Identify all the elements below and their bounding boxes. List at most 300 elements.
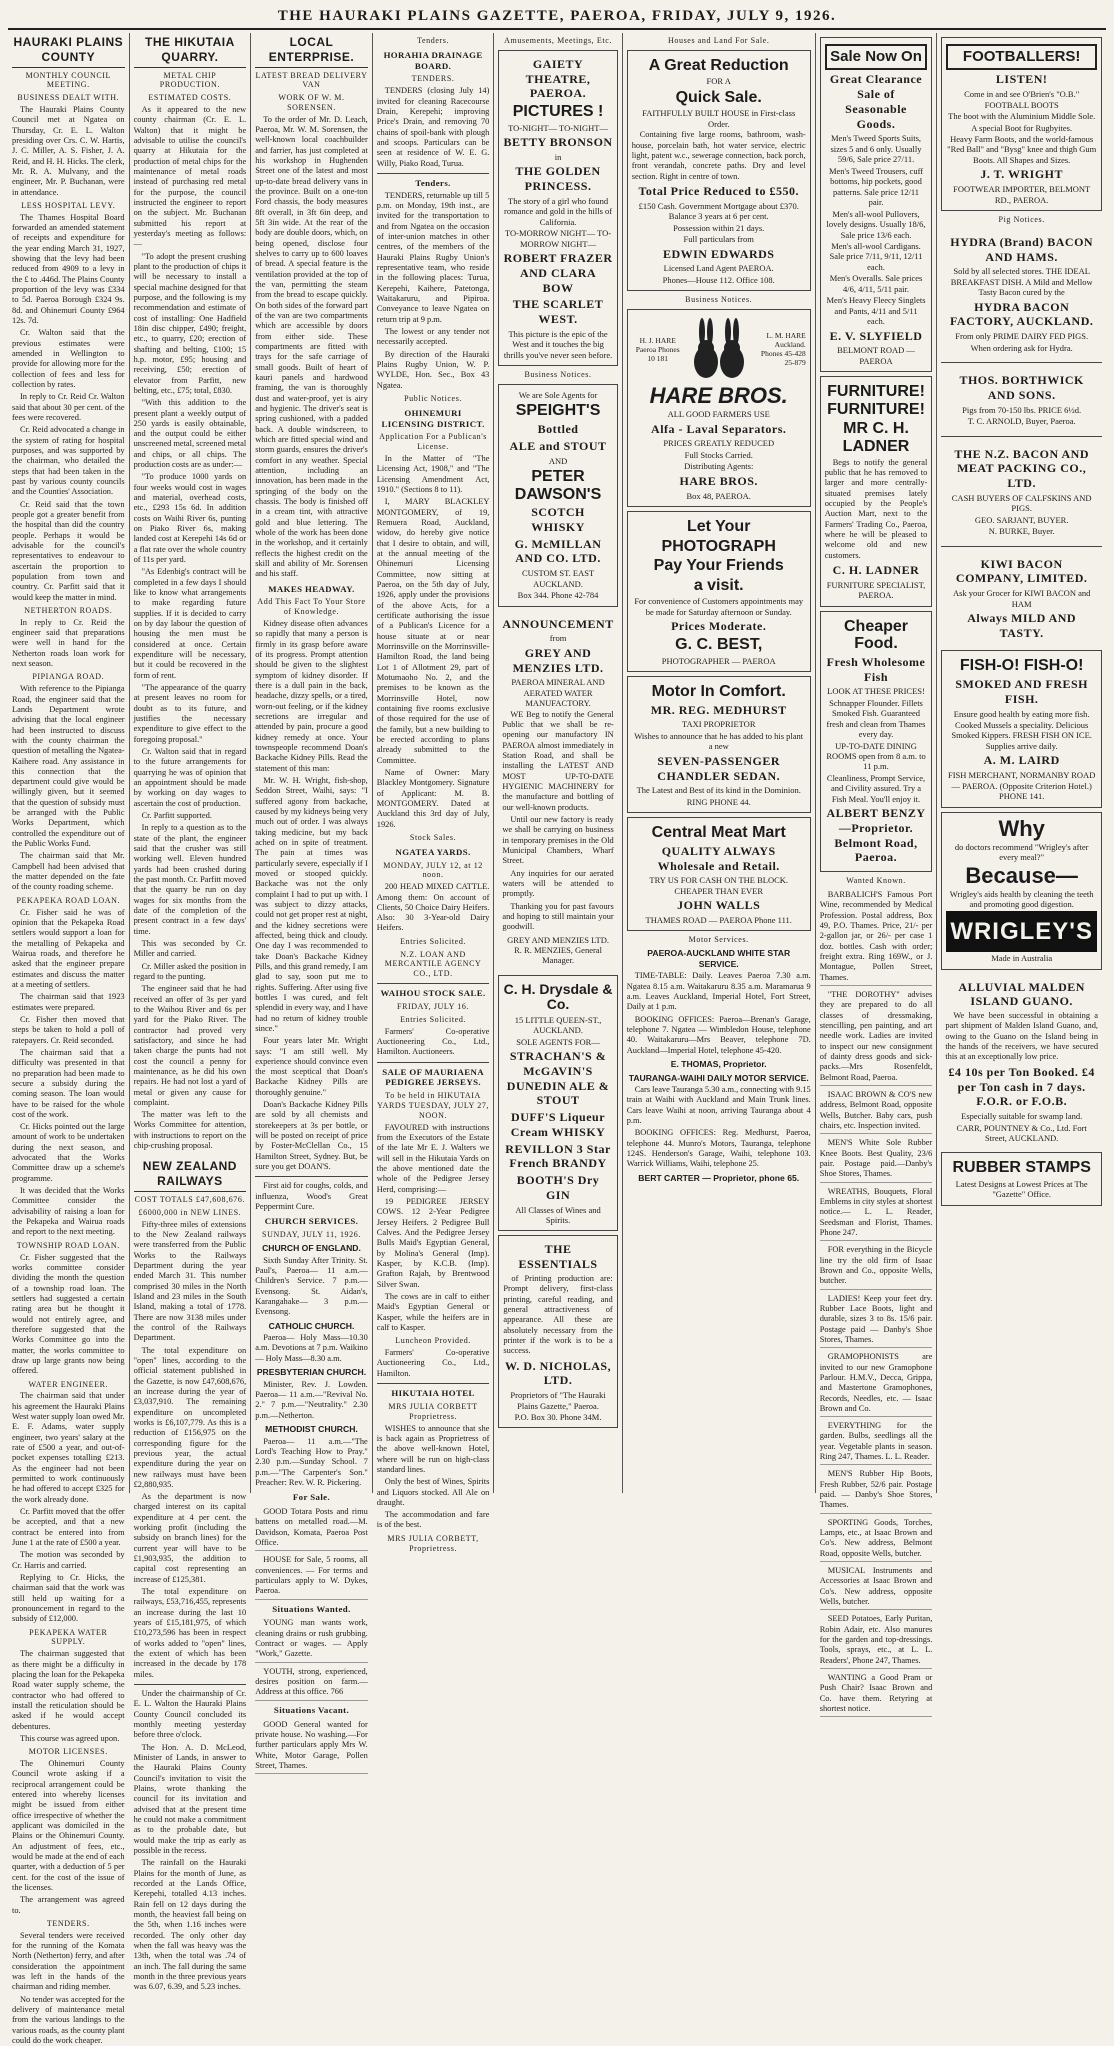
column-6	[623, 33, 816, 1493]
ad-text: PRICES GREATLY REDUCED	[663, 438, 775, 449]
ad-text: FAITHFULLY BUILT HOUSE in First-class Order.	[642, 108, 796, 129]
paragraph: I, MARY BLACKLEY MONTGOMERY, of 19, Remuera Road, Auckland, widow, do hereby give notice that I desire to obtain, and will, at the annual meeting of the Ohinemuri Licensing Committee, now sitting at Paeroa, on the 5th day of July, 1926, apply under the provisions of the above Acts, for a certificate authorising the issue of a Publican's Licence for a house situate at or near Morrinsville on the Morrinsville-Hamilton Road, the land being Lot 1 of Allotment 29, part of Motumaoho No. 2, and the premises to be known as the Morrinsville Hotel, now containing five rooms exclusive of those required for the use of the family, but a new building to be erected according to plans already submitted to the Committee.	[376, 497, 490, 765]
article-subheading: BUSINESS DEALT WITH.	[17, 93, 120, 103]
paragraph: TENDERS (closing July 14) invited for cleaning Racecourse Drain, Kerepehi; improving Price's Drain, and removing 70 chains of spoil-bank with plough and scoops. Particulars can be seen at residence of W. E. G. Willy, Piako Road, Turua.	[376, 86, 490, 168]
ad-text: MR. REG. MEDHURST	[650, 702, 787, 717]
divider	[941, 546, 1102, 547]
ad-headline: MR C. H. LADNER	[842, 420, 910, 456]
ad-text: T. C. ARNOLD, Buyer, Paeroa.	[967, 416, 1076, 427]
article-subheading: MONTHLY COUNCIL MEETING.	[25, 70, 112, 90]
drysdale-ad	[498, 975, 617, 1232]
notice-subheading: Application For a Publican's License.	[379, 432, 487, 452]
paragraph: As the department is now charged interest on its capital expenditure at 4 per cent. the working profit (including the subsidy on branch lines) for the current year will have to be £1,903,935, the addition to capital cost representing an increase of £125,381.	[133, 1492, 247, 1584]
ad-text: Distributing Agents:	[684, 461, 754, 472]
ad-text: £4 10s per Ton Booked. £4 per Ton cash in 7 days. F.O.R. or F.O.B.	[948, 1064, 1095, 1109]
section-subheading: PEKAPEKA WATER SUPPLY.	[29, 1627, 108, 1647]
ad-text: QUALITY ALWAYS Wholesale and Retail.	[657, 843, 780, 873]
notice-subheading: N.Z. LOAN AND MERCANTILE AGENCY CO., LTD.	[384, 949, 482, 979]
column-2	[130, 33, 252, 1992]
ad-text: HYDRA (Brand) BACON AND HAMS.	[950, 234, 1094, 264]
article-heading: HAURAKI PLAINS COUNTY	[12, 35, 125, 68]
ad-text: Alfa - Laval Separators.	[651, 421, 787, 436]
church-name: METHODIST CHURCH.	[265, 1424, 358, 1435]
ad-headline: Why	[998, 815, 1045, 841]
paragraph: The chairman said that 1923 estimates were prepared.	[12, 992, 125, 1012]
paragraph: Kidney disease often advances so rapidly that many a person is firmly in its grasp before aware of its progress. Prompt attention should be given to the slightest symptom of kidney disorder. If there is a dull pain in the back, headache, dizzy spells, or a tired, worn-out feeling, or if the kidney secretions are irregular and attended by pain, procure a good kidney remedy at once. Your townspeople recommend Doan's Backache Kidney Pills. Read the statement of this man:	[255, 619, 368, 773]
ad-text: LOOK AT THESE PRICES!	[827, 686, 925, 697]
article-subheading: COST TOTALS £47,608,676.	[134, 1194, 246, 1204]
ad-title: GAIETY THEATRE, PAEROA.	[525, 56, 591, 101]
classified-ad: FOR everything in the Bicycle line try the old firm of Isaac Brown and Co., opposite Wells, butcher.	[820, 1243, 933, 1289]
ad-text: Possession within 21 days.	[673, 222, 765, 233]
notice-subheading: MONDAY, JULY 12, at 12 noon.	[383, 860, 483, 880]
ad-text: Always MILD AND TASTY.	[967, 610, 1077, 640]
paragraph: Name of Owner: Mary Blackley Montgomery. Signature of Applicant: M. B. MONTGOMERY. Dated at Auckland this 3rd day of July, 1926.	[376, 767, 490, 829]
paragraph: The matter was left to the Works Committee for attention, with instructions to report on the chip-crushing proposal.	[133, 1110, 247, 1151]
ad-text: All Classes of Wines and Spirits.	[515, 1204, 601, 1225]
ad-text: CUSTOM ST. EAST AUCKLAND.	[521, 568, 595, 589]
wrigleys-ad	[941, 812, 1102, 970]
section-heading: CHURCH SERVICES.	[264, 1216, 359, 1227]
paragraph: The total expenditure on railways, £53,716,455, represents an increase during the last 10 years of £15,181,975, of which £10,273,596 has been in respect of works added to "open" lines, the extent of which has been increased in the decade by 178 miles.	[133, 1587, 247, 1679]
paragraph: First aid for coughs, colds, and influenza, Wood's Great Peppermint Cure.	[255, 1181, 368, 1212]
ad-text: Licensed Land Agent PAEROA.	[663, 263, 774, 274]
paragraph: Cr. Parfitt moved that the offer be accepted, and that a new contract be entered into from June 1 at the rate of £500 a year.	[12, 1506, 125, 1547]
ad-text: LISTEN!	[995, 72, 1048, 87]
gaiety-theatre-ad	[498, 50, 617, 366]
ad-text: ALBERT BENZY—Proprietor. Belmont Road, Paeroa.	[826, 806, 926, 865]
central-meat-mart-ad	[627, 817, 811, 931]
ad-text: Men's Tweed Sports Suits, sizes 5 and 6 only. Usually 59/6, Sale price 27/11.	[830, 133, 922, 165]
ad-text: Prices Moderate.	[671, 619, 767, 634]
masthead: THE HAURAKI PLAINS GAZETTE, PAEROA, FRIDAY, JULY 9, 1926.	[8, 4, 1106, 30]
ad-text: Any inquiries for our aerated waters will be attended to promptly.	[502, 868, 614, 899]
classified-ad: GRAMOPHONISTS are invited to our new Gramophone Parlour. H.M.V., Decca, Grippa, and Mastertone Gramophones, Records, Needles, etc. — Isaac Brown and Co.	[820, 1350, 933, 1417]
ad-text: Heavy Farm Boots, and the world-famous "Red Ball" and "Bysg" knee and thigh Gum Boots. All Shapes and Sizes.	[947, 134, 1097, 165]
paragraph: The chairman said that a difficulty was presented in that no preparation had been made to secure a subsidy during the coming season. The loan would have to be raised for the whole cost of the work.	[12, 1047, 125, 1119]
divider	[941, 362, 1102, 363]
column-4	[373, 33, 495, 1553]
paragraph: By direction of the Hauraki Plains Rugby Union, W. P. WYLDE, Hon. Sec., Box 43 Ngatea.	[376, 349, 490, 390]
paragraph: "To produce 1000 yards on four weeks would cost in wages and material, overhead costs, etc., £293 15s 6d. In addition costs on Waihi River 6s, punting on Piako River 6s, making landed cost at Kerepehi 14s 6d or a flat rate over the whole country of 11s per yard.	[133, 472, 247, 565]
article-subheading: METAL CHIP PRODUCTION.	[159, 70, 220, 90]
section-subheading: TOWNSHIP ROAD LOAN.	[16, 1240, 120, 1250]
hare-logo-icon	[684, 314, 754, 384]
ad-text: GEO. SARJANT, BUYER.	[974, 514, 1069, 525]
church-times: Paeroa— Holy Mass—10.30 a.m. Devotions at 7 p.m. Waikino— Holy Mass—8.30 a.m.	[255, 1333, 368, 1363]
article-heading: NEW ZEALAND RAILWAYS	[134, 1159, 247, 1192]
ad-text: FOR A	[706, 76, 731, 87]
ad-text: of Printing production are: Prompt delivery, first-class printing, careful reading, and general attractiveness of appearance. All these are absolutely necessary from the printer if the work is to be a success.	[503, 1273, 613, 1356]
section-label: Motor Services.	[688, 935, 749, 945]
ad-text: We have been successful in obtaining a part shipment of Malden Island Guano, and, owing to the Guano on the Island being in the hands of the receivers, we have secured this at an exceptionally low price.	[945, 1011, 1099, 1062]
section-subheading: TENDERS.	[46, 1918, 90, 1928]
wrigleys-logo: WRIGLEY'S	[946, 911, 1097, 953]
section-label: Tenders.	[417, 36, 450, 45]
ad-text: The Latest and Best of its kind in the Dominion.	[636, 785, 801, 796]
ad-text: Begs to notify the general public that he has removed to larger and more centrally-situated premises lately occupied by the People's Auction Mart, next to the Farmers' Trading Co., Paeroa, where he will be pleased to welcome old and new customers.	[824, 457, 928, 560]
borthwick-ad	[941, 367, 1102, 431]
notice-subheading: TENDERS.	[411, 74, 455, 84]
ad-text: do doctors recommend "Wrigley's after every meal?"	[954, 841, 1089, 863]
ad-text: G. McMILLAN AND CO. LTD.	[514, 536, 602, 566]
paragraph: Under the chairmanship of Cr. E. L. Walton the Hauraki Plains County Council concluded its monthly meeting yesterday before three o'clock.	[133, 1689, 247, 1740]
ad-text: Total Price Reduced to £550.	[638, 184, 799, 199]
column-7	[816, 33, 938, 1714]
notice-subheading: Luncheon Provided.	[395, 1336, 471, 1346]
classified-ad: SEED Potatoes, Early Puritan, Robin Adair, etc. Also manures for the garden and top-dressings. Tools, sprays, etc., at L. L. Readers', Phone 247, Thames.	[820, 1612, 933, 1669]
classified-ad: YOUNG man wants work, cleaning drains or rush grubbing. Contract or wages. — Apply "Work," Gazette.	[255, 1616, 368, 1662]
paragraph: Cr. Walton said that the previous estimates were amended in Wellington to provide for allowing more for the collection of fees and less for collection by rates.	[12, 328, 125, 390]
photograph-ad	[627, 511, 811, 672]
ad-text: KIWI BACON COMPANY, LIMITED.	[955, 556, 1088, 586]
section-subheading: WATER ENGINEER.	[28, 1379, 109, 1389]
ad-text: Box 344. Phone 42-784	[517, 590, 599, 601]
church-name: CHURCH OF ENGLAND.	[262, 1243, 361, 1254]
ad-text: Men's Tweed Trousers, cuff bottoms, hip pockets, good patterns. Sale price 12/11 pair.	[828, 165, 924, 208]
notice-heading: NGATEA YARDS.	[395, 846, 471, 857]
ad-text: HYDRA BACON FACTORY, AUCKLAND.	[949, 299, 1094, 329]
sale-now-on-ad	[820, 37, 933, 372]
notice-subheading: MRS JULIA CORBETT, Proprietress.	[387, 1533, 479, 1553]
ad-text: TRY US FOR CASH ON THE BLOCK. CHEAPER THAN EVER	[649, 875, 789, 896]
paragraph: Farmers' Co-operative Auctioneering Co., Ltd., Hamilton. Auctioneers.	[376, 1026, 490, 1057]
paragraph: Cr. Hicks pointed out the large amount of work to be undertaken during the next season, and advocated that the Works Committee draw up a scheme's programme.	[12, 1122, 125, 1183]
ad-text: Ask your Grocer for KIWI BACON and HAM	[952, 588, 1091, 609]
classified-ad: GOOD General wanted for private house. No washing.—For further particulars apply Mrs W. White, Motor Garage, Pollen Street, Thames.	[255, 1718, 368, 1775]
classified-ad: WANTING a Good Pram or Push Chair? Isaac Brown and Co. have them. Retyring at shortest notice.	[820, 1671, 933, 1717]
paragraph: The chairman said that Mr. Campbell had been advised that the matter depended on the fate of the county roading scheme.	[12, 851, 125, 892]
essentials-ad	[498, 1235, 617, 1428]
ad-text: HARE BROS.	[679, 473, 758, 488]
paragraph: Cr. Fisher then moved that steps be taken to hold a poll of ratepayers. Cr. Reid seconded.	[12, 1014, 125, 1045]
ad-text: Come in and see O'Brien's "O.B." FOOTBALL BOOTS	[964, 89, 1080, 110]
ad-text: SEVEN-PASSENGER CHANDLER SEDAN.	[657, 753, 781, 783]
ad-text: ALL GOOD FARMERS USE	[667, 409, 770, 420]
ad-text: THE N.Z. BACON AND MEAT PACKING CO., LTD.	[954, 446, 1090, 491]
section-subheading: MOTOR LICENSES.	[28, 1747, 108, 1757]
notice-subheading: FRIDAY, JULY 16.	[397, 1001, 470, 1011]
ad-headline: Let Your	[687, 518, 751, 536]
ad-text: SMOKED AND FRESH FISH.	[955, 677, 1089, 706]
ad-text: Men's Overalls. Sale prices 4/6, 4/11, 5/11 pair.	[829, 273, 923, 294]
paragraph: The chairman said that under his agreement the Hauraki Plains West water supply loan owed Mr. E. F. Adams, water supply engineer, two years' salary at the rate of £500 a year, and out-of-pocket expenses totalling £213. As the engineer had not been permitted to work continuously he had offered to accept £325 for the work already done.	[12, 1391, 125, 1504]
column-3	[251, 33, 373, 1770]
ad-text: ALE and STOUT	[509, 438, 607, 453]
paragraph: With reference to the Pipianga Road, the engineer said that the Lands Department wrote advising that the local engineer had been instructed to discuss with the county chairman the question of metalling the Ngatea-Kaihere road. Any assistance in this connection that the department could give would be willingly given, but it seemed that the question of subsidy must be arranged with the Public Works Department, which controlled the expenditure out of the Public Works Fund.	[12, 684, 125, 849]
ad-headline: G. C. BEST,	[675, 636, 763, 654]
ad-text: Proprietors of "The Hauraki Plains Gazette," Paeroa.	[510, 1390, 606, 1411]
church-times: Paeroa— 11 a.m.—"The Lord's Teaching How to Pray." 2.30 p.m.—Sunday School. 7 p.m.—"The Carpenter's Son." Preacher: Rev. W. R. Pickering.	[255, 1436, 368, 1487]
motor-comfort-ad	[627, 676, 811, 813]
notice-heading: TAURANGA-WAIHI DAILY MOTOR SERVICE.	[628, 1072, 809, 1083]
ad-text: £150 Cash. Government Mortgage about £370. Balance 3 years at 6 per cent.	[638, 200, 799, 222]
section-label: Business Notices.	[685, 295, 753, 305]
church-name: PRESBYTERIAN CHURCH.	[256, 1367, 367, 1378]
section-label: Houses and Land For Sale.	[668, 36, 770, 45]
paragraph: As it appeared to the new county chairman (Cr. E. L. Walton) that it might be advisable to utilise the council's quarry at Hikutaia for the production of metal chips for the maintenance of metal roads instead of purchasing red metal for the purpose, the council instructed the engineer to report on the subject. Mr. Buchanan submitted his report at yesterday's meeting as follows:—	[133, 104, 247, 249]
church-name: CATHOLIC CHURCH.	[268, 1320, 355, 1331]
ad-text: UP-TO-DATE DINING ROOMS open from 8 a.m. to 11 p.m.	[826, 740, 926, 772]
ad-text: C. H. LADNER	[832, 562, 920, 577]
ad-text: SOLE AGENTS FOR—	[516, 1036, 600, 1047]
paragraph: The lowest or any tender not necessarily accepted.	[376, 326, 490, 347]
ad-text: A special Boot for Rugbyites.	[971, 122, 1073, 133]
paragraph: TIME-TABLE: Daily. Leaves Paeroa 7.30 a.m. Ngatea 8.15 a.m. Waitakaruru 8.35 a.m. Maramarua 9 a.m. Leaves Auckland, Imperial Hotel, Fort Street, Daily at 1 p.m.	[626, 971, 811, 1012]
church-times: Sixth Sunday After Trinity. St. Paul's, Paeroa— 11 a.m.—Children's Service. 7 p.m.—Evensong. St. Aidan's, Karangahake— 3 p.m.—Evensong.	[255, 1255, 368, 1317]
ad-text: L. M. HARE Auckland. Phones 45-428 25-879	[760, 331, 806, 368]
ad-headline: Sale Now On	[825, 44, 928, 70]
ad-text: EDWIN EDWARDS	[662, 246, 775, 261]
paragraph: 19 PEDIGREE JERSEY COWS. 12 2-Year Pedigree Jersey Heifers. 2 Pedigree Bull Calves. And the Pedigree Jersey Bulls Maid's Egyptian General, by Molina's General (Imp). Kasper, by K.C.B. (Imp). Grafton Rajah, by Brentwood Silver Swan.	[376, 1196, 490, 1289]
ad-text: BETTY BRONSON	[503, 135, 613, 150]
ad-text: Schnapper Flounder. Fillets Smoked Fish. Guaranteed fresh and clean from Thames every day.	[826, 697, 926, 740]
nz-bacon-ad	[941, 441, 1102, 542]
section-heading: Situations Vacant.	[273, 1704, 350, 1715]
article-heading: THE HIKUTAIA QUARRY.	[134, 35, 247, 68]
ad-text: For convenience of Customers appointments may be made for Saturday afternoon or Sunday.	[634, 596, 804, 617]
paragraph: In reply to Cr. Reid the engineer said that preparations were well in hand for the Netherton roads loan work for next season.	[12, 617, 125, 669]
paragraph: Cr. Fisher said he was of opinion that the Pekapeka Road settlers would support a loan for the metalling of Pekapeka and Wairua roads, and therefore he asked that the engineer prepare estimates and discuss the matter at a meeting of settlers.	[12, 907, 125, 989]
article-heading: MAKES HEADWAY.	[268, 583, 355, 594]
ad-text: JOHN WALLS	[677, 898, 761, 913]
paragraph: FAVOURED with instructions from the Executors of the Estate of the late Mr E. J. Walters we will sell in the Hikutaia Yards on the above mentioned date the whole of the Pedigree Jersey Herd, comprising:—	[376, 1122, 490, 1194]
announcement-ad	[498, 611, 617, 971]
section-label: Business Notices.	[524, 370, 592, 380]
paragraph: 200 HEAD MIXED CATTLE. Among them: On account of Clients, 50 Choice Dairy Heifers. Also: 30 3-Year-old Dairy Heifers.	[376, 882, 490, 933]
paragraph: Several tenders were received for the running of the Komata North (Netherton) ferry, and after consideration the appointment was left in the hands of the chairman and riding member.	[12, 1930, 125, 1992]
notice-heading: PAEROA-AUCKLAND WHITE STAR SERVICE.	[647, 948, 791, 969]
ad-text: W. D. NICHOLAS, LTD.	[505, 1358, 612, 1388]
ad-text: Wrigley's aids health by cleaning the teeth and promoting good digestion.	[949, 888, 1094, 910]
ad-text: Thanking you for past favours and hoping to still maintain your goodwill.	[502, 901, 614, 932]
paragraph: The Hon. A. D. McLeod, Minister of Lands, in answer to the Hauraki Plains County Council's invitation to visit the Plains, wrote thanking the council for its invitation and advised that at the present time he could not make a commitment as to the probable date, but would make the trip as early as possible in the recess.	[133, 1742, 247, 1855]
ad-title: THE ESSENTIALS	[518, 1242, 598, 1272]
ad-text: Pigs from 70-150 lbs. PRICE 6½d.	[962, 404, 1082, 415]
classified-ad: HOUSE for Sale, 5 rooms, all conveniences. — For terms and particulars apply to W. Dykes, Paeroa.	[255, 1553, 368, 1599]
paragraph: The accommodation and fare is of the best.	[376, 1510, 490, 1530]
ad-text: GREY AND MENZIES LTD.	[512, 645, 604, 675]
paragraph: "With this addition to the present plant a weekly output of 250 yards is easily obtainable, and the output could be either unscreened metal, screened metal and chips, or all chips. The production costs are as under:—	[133, 398, 247, 470]
paragraph: Cr. Walton said that in regard to the future arrangements for quarrying he was of opinion that an appointment should be made by working on day wages to ascertain the cost of production.	[133, 747, 247, 808]
divider	[377, 1062, 490, 1063]
divider	[134, 1684, 247, 1685]
ad-text: GREY AND MENZIES LTD. R. R. MENZIES, General Manager.	[507, 934, 609, 966]
ad-headline: Cheaper Food.	[844, 617, 909, 653]
divider	[377, 983, 490, 984]
section-label: Amusements, Meetings, Etc.	[504, 36, 612, 45]
ad-text: Sold by all selected stores. THE IDEAL BREAKFAST DISH. A Mild and Mellow Tasty Bacon cured by the	[950, 266, 1093, 298]
paragraph: No tender was accepted for the delivery of maintenance metal from the various landings to the various roads, as the county plant could do the work cheaper.	[12, 1994, 125, 2046]
paragraph: This course was agreed upon.	[20, 1733, 120, 1743]
column-5	[494, 33, 622, 1493]
section-subheading: NETHERTON ROADS.	[24, 605, 113, 615]
paragraph: In the Matter of "The Licensing Act, 1908," and "The Licensing Amendment Act, 1910." (Sections 8 to 11).	[376, 454, 490, 495]
classified-ad: MEN'S White Sole Rubber Knee Boots. Best Quality, 23/6 pair. Postage paid.—Danby's Shoe Stores, Thames.	[820, 1136, 933, 1182]
article-heading: LOCAL ENTERPRISE.	[255, 35, 368, 68]
section-label: Pig Notices.	[998, 215, 1045, 225]
ad-text: SCOTCH WHISKY	[531, 505, 585, 534]
article-subheading: LATEST BREAD DELIVERY VAN	[255, 70, 368, 90]
newspaper-page	[8, 4, 1106, 2046]
classified-ad: BARBALICH'S Famous Port Wine, recommended by Medical Profession. Postal address, Box 49, P.O. Thames. Price, 21/- per 2-gallon jar, or 26/- per case 1 doz. bottles. Cash with order; freight extra. Ring 169W., or J. Montague, Pollen Street, Thames.	[820, 888, 933, 986]
paragraph: The Ohinemuri County Council wrote asking if a reciprocal arrangement could be entered into whereby licenses might be issued from either office irrespective of whether the applicant was domiciled in the Plains or the Ohinemuri County. An adjustment of fees, etc., would be made at the end of each quarter, with a deduction of 5 per cent. for the cost of the issue of the licenses.	[12, 1759, 125, 1892]
ad-text: WE Beg to notify the General Public that we shall be re-opening our manufactory IN PAEROA almost immediately in Station Road, and shall be installing the LATEST AND MOST UP-TO-DATE HYGIENIC MACHINERY for the manufacture and bottling of our well-known products.	[502, 709, 614, 812]
cheaper-food-ad	[820, 611, 933, 873]
section-subheading: LESS HOSPITAL LEVY.	[21, 200, 116, 210]
classified-ad: GOOD Totara Posts and rimu battens on metalled road.—M. Davidson, Komata, Paeroa Post Office.	[255, 1505, 368, 1551]
furniture-ad	[820, 376, 933, 606]
ad-text: BOOTH'S Dry GIN	[516, 1173, 600, 1202]
paragraph: TENDERS, returnable up till 5 p.m. on Monday, 19th inst., are invited for the transportation to and from Ngatea on the occasion of inter-union matches in other centres, of the members of the Hauraki Plains Rugby Union's representative team, who reside in the following places: Turua, Kerepehi, Kaihere, Patetonga, Waitakaruru, and Pipiroa. Conveyance to leave Ngatea on return trip at 9 p.m.	[376, 190, 490, 324]
ad-text: THE GOLDEN PRINCESS.	[515, 164, 601, 194]
paragraph: Replying to Cr. Hicks, the chairman said that the work was still held up waiting for a pronouncement in regard to the subsidy of £12,000.	[12, 1572, 125, 1624]
ad-text: When ordering ask for Hydra.	[970, 342, 1073, 353]
classified-ad: ISAAC BROWN & CO'S new address, Belmont Road, opposite Wells, Butcher. Baby cars, push chairs, etc. Inspection invited.	[820, 1088, 933, 1134]
ad-headline: Because—	[965, 862, 1078, 888]
classified-ad: LADIES! Keep your feet dry. Rubber Lace Boots, light and durable, sizes 3 to 8s. 15/6 pair. Postage paid — Danby's Shoe Stores, Thames.	[820, 1292, 933, 1349]
paragraph: "To adopt the present crushing plant to the production of chips it will be necessary to install a special machine designed for that purpose, and the following is my recommendation and estimate of cost of installing: One Hadfield 18in disc chipper, £490; freight, etc., to quarry, £20; erection of shafting and belting, £100; 15 h.p. motor, £95; housing and receiving, £50; erection of elevator from Parfitt, new belting, etc., £75; total, £830.	[133, 251, 247, 395]
notice-subheading: To be held in HIKUTAIA YARDS TUESDAY, JULY 27, NOON.	[377, 1091, 490, 1120]
article-subheading: ESTIMATED COSTS.	[148, 93, 232, 103]
classified-ad: YOUTH, strong, experienced, desires position on farm.—Address at this office. 766	[255, 1665, 368, 1701]
paragraph: Farmers' Co-operative Auctioneering Co., Ltd., Hamilton.	[376, 1348, 490, 1378]
ad-text: THOS. BORTHWICK AND SONS.	[959, 373, 1084, 402]
ad-text: Ensure good health by eating more fish.	[953, 708, 1090, 719]
notice-heading: WAIHOU STOCK SALE.	[380, 988, 486, 999]
notice-subheading: MRS JULIA CORBETT Proprietress.	[388, 1401, 478, 1421]
paragraph: Doan's Backache Kidney Pills are sold by all chemists and storekeepers at 3s per bottle, or will be posted on receipt of price by Foster-McClellan Co., 15 Hamilton Street, Sydney. But, be sure you get DOAN'S.	[255, 1100, 368, 1172]
ad-text: REVILLON 3 Star French BRANDY	[505, 1141, 611, 1171]
paragraph: BOOKING OFFICES: Reg. Medhurst, Paeroa, telephone 44. Munro's Motors, Tauranga, telephone 124S. Henderson's Garage, Waihi, telephone 103. Warrick Williams, Waihi, telephone 25.	[626, 1128, 811, 1169]
ad-headline: Pay Your Friends	[653, 557, 784, 575]
paragraph: The motion was seconded by Cr. Harris and carried.	[12, 1550, 125, 1570]
ad-text: We are Sole Agents for	[518, 390, 598, 401]
footballers-ad	[941, 37, 1102, 211]
ad-text: Men's all-wool Pullovers, lovely designs. Usually 18/6, Sale price 13/6 each.	[826, 208, 926, 240]
paragraph: The Hauraki Plains County Council met at Ngatea on Thursday, Cr. E. L. Walton presiding over Crs. C. W. Hartis, J. C. Miller, A. S. Fisher, J. A. Reid, and H. H. Hicks. The clerk, Mr. R. A. Mulvany, and the engineer, Mr. P. Buchanan, were in attendance.	[12, 104, 125, 197]
columns	[8, 33, 1106, 2046]
paragraph: Cr. Parfitt supported.	[141, 810, 212, 820]
ad-headline: Central Meat Mart	[651, 824, 786, 842]
ad-text: Made in Australia	[991, 953, 1053, 964]
ad-headline: FURNITURE! FURNITURE!	[827, 383, 925, 418]
ad-headline: A Great Reduction	[648, 56, 789, 74]
paragraph: Cr. Reid said that the town people got a greater benefit from the hospital than did the country people. Perhaps it would be advisable for the council's representatives to endeavour to ascertain the proportion to population from town and country. Cr. Parfitt said that it would keep the matter in mind.	[12, 499, 125, 602]
ad-text: from	[549, 633, 567, 644]
notice-subheading: Entries Solicited.	[400, 1014, 467, 1024]
ad-headline: RUBBER STAMPS	[952, 1159, 1091, 1177]
ad-text: Full Stocks Carried.	[684, 449, 753, 460]
section-label: Public Notices.	[404, 393, 463, 403]
ad-text: From only PRIME DAIRY FED PIGS.	[955, 331, 1089, 342]
church-times: Minister, Rev. J. Lowden. Paeroa— 11 a.m.—"Revival No. 2." 7 p.m.—"Neutrality." 2.30 p.m.—Netherton.	[255, 1379, 368, 1420]
notice-subheading: E. THOMAS, Proprietor.	[670, 1058, 767, 1069]
ad-text: Until our new factory is ready we shall be carrying on business in temporary premises in the Old Municipal Chambers, Wharf Street.	[502, 814, 614, 866]
ad-text: The story of a girl who found romance and gold in the hills of California.	[503, 195, 613, 227]
divider	[941, 436, 1102, 437]
ad-text: THAMES ROAD — PAEROA Phone 111.	[645, 914, 792, 925]
ad-headline: Quick Sale.	[675, 88, 762, 106]
paragraph: This was seconded by Cr. Miller and carried.	[133, 938, 247, 959]
ad-title: ANNOUNCEMENT	[502, 616, 614, 631]
ad-text: Fresh Wholesome Fish	[826, 654, 926, 684]
paragraph: Four years later Mr. Wright says: "I am still well. My experience should convince even the most sceptical that Doan's Backache Kidney Pills are thoroughly genuine."	[255, 1036, 368, 1097]
article-subheading: £6000,000 in NEW LINES.	[138, 1207, 242, 1217]
paragraph: In reply to Cr. Reid Cr. Walton said that about 30 per cent. of the fees were recovered.	[12, 392, 125, 422]
ad-text: BELMONT ROAD — PAEROA	[837, 345, 915, 366]
paragraph: Only the best of Wines, Spirits and Liquors stocked. All Ale on draught.	[376, 1477, 490, 1507]
paragraph: BOOKING OFFICES: Paeroa—Brenan's Garage, telephone 7. Ngatea — Wimbledon House, telephone 40. Waitakaruru—Mrs Beaver, telephone 7D. Auckland—Imperial Hotel, telephone 45-420.	[626, 1014, 811, 1055]
paragraph: The total expenditure on "open" lines, according to the official statement published in the Gazette, is now £47,608,676, an increase during the year of £3,037,910. The remaining expenditure on uncompleted works is £6,107,779. As this is a reduction of £156,975 on the corresponding figure for the previous year, the actual expenditure during the year on new railways must have been £2,880,935.	[133, 1345, 247, 1489]
ad-text: PHOTOGRAPHER — PAEROA	[661, 655, 776, 666]
ad-headline: PICTURES !	[512, 103, 604, 121]
notice-heading: SALE OF MAURIAENA PEDIGREE JERSEYS.	[382, 1066, 484, 1088]
divider	[377, 1383, 490, 1384]
notice-subheading: Entries Solicited.	[400, 936, 467, 946]
ad-text: E. V. SLYFIELD	[829, 328, 923, 343]
paragraph: Fifty-three miles of extensions to the New Zealand railways were transferred from the Public Works to the Railways Department during the year ended March 31. This number comprised 30 miles in the North Island and 23 miles in the South Island, making a total of 1778. There are now 3138 miles under the control of the Railways Department.	[133, 1219, 247, 1343]
ad-text: STRACHAN'S & McGAVIN'S DUNEDIN ALE & STOUT	[506, 1049, 610, 1108]
ad-text: TO-NIGHT— TO-NIGHT—	[508, 122, 608, 133]
guano-ad	[941, 974, 1102, 1149]
article-subheading: Add This Fact To Your Store of Knowledge.	[257, 597, 366, 617]
ad-text: 15 LITTLE QUEEN-ST., AUCKLAND.	[514, 1014, 602, 1036]
ad-text: Men's all-wool Cardigans. Sale price 7/11, 9/11, 12/11 each.	[829, 240, 923, 272]
column-1	[8, 33, 130, 2046]
paragraph: Cr. Fisher suggested that the works committee consider dividing the month the question of a township road loan. The settlers had suggested a certain rating area but he thought it would not entirely agree, and therefore suggested that the Works Committee go into the matter, the works committee to draw up large grants now being offered.	[12, 1252, 125, 1376]
ad-headline: C. H. Drysdale & Co.	[503, 980, 613, 1013]
classified-ad: WREATHS, Bouquets, Floral Emblems in city styles at shortest notice.— L. L. Reader, Seedsman and Florist, Thames. Phone 247.	[820, 1185, 933, 1242]
paragraph: The arrangement was agreed to.	[12, 1895, 125, 1915]
ad-headline: HARE BROS.	[649, 383, 788, 409]
paragraph: It was decided that the Works Committee consider the advisability of raising a loan for the Pekapeka and Wairua roads and report to the next meeting.	[12, 1186, 125, 1237]
notice-heading: HORAHIA DRAINAGE BOARD.	[383, 49, 483, 71]
paragraph: Cars leave Tauranga 5.30 a.m., connecting with 9.15 train at Waihi with Auckland and Main Trunk lines. Cars leave Waihi at noon, arriving Tauranga about 4 p.m.	[626, 1085, 811, 1126]
ad-text: Wishes to announce that he has added to his plant a new	[634, 730, 804, 752]
ad-text: This picture is the epic of the West and it touches the big thrills you've never seen before.	[503, 328, 613, 360]
paragraph: The Thames Hospital Board forwarded an amended statement of receipts and expenditure for the year ending March 31, 1927, showing that the levy had been reduced from 4909 to a levy in the £ to .446d. The Plains County proportion of the levy was £334 to 5d. Paeroa Borough £324 9s. 8d. and Ohinemuri County £964 12s. 7d.	[12, 212, 125, 326]
paragraph: Mr. W. H. Wright, fish-shop, Seddon Street, Waihi, says: "I suffered agony from backache, caused by my kidneys being very much out of order. I was always taking medicine, but my back ached on in spite of treatment. The pain at times was particularly severe, especially if I moved or stooped quickly. Backache was not the only complaint I had to put up with. I was subject to dizzy attacks, could not get proper rest at night, and the kidney secretions were affected, being thick and cloudy. One day I was recommended to take Doan's Backache Kidney Pills, and this grand remedy, I am glad to say, soon put me to rights. Suffering. After using five bottles I was cured, and felt splendid in every way, and I have had no return of kidney trouble since."	[255, 775, 368, 1033]
paragraph: Cr. Reid advocated a change in the system of rating for hospital purposes, and was supported by the chairman, who detailed the steps that had been taken in the past by various county councils and the Counties' Association.	[12, 425, 125, 497]
classified-ad: MEN'S Rubber Hip Boots, Fresh Rubber, 52/6 pair. Postage paid. — Danby's Shoe Stores, Thames.	[820, 1467, 933, 1513]
paragraph: The cows are in calf to either Maid's Egyptian General or Kasper, while the heifers are in calf to Kasper.	[376, 1291, 490, 1332]
ad-headline: Motor In Comfort.	[651, 683, 786, 701]
ad-text: Box 48, PAEROA.	[686, 490, 751, 501]
ad-text: A. M. LAIRD	[983, 753, 1060, 768]
ad-text: in	[554, 151, 562, 162]
article-subheading: WORK OF W. M. SORENSEN.	[278, 93, 345, 112]
hare-header	[632, 314, 806, 384]
ad-text: DUFF'S Liqueur Cream WHISKY	[510, 1110, 606, 1139]
ad-text: FURNITURE SPECIALIST, PAEROA.	[826, 579, 926, 601]
ad-headline: FOOTBALLERS!	[946, 44, 1097, 70]
kiwi-bacon-ad	[941, 551, 1102, 647]
ad-text: Latest Designs at Lowest Prices at The "Gazette" Office.	[955, 1179, 1088, 1200]
ad-text: Bottled	[537, 422, 579, 437]
section-subheading: PIPIANGA ROAD.	[32, 672, 105, 682]
paragraph: The rainfall on the Hauraki Plains for the month of June, as recorded at the Lands Office, Kerepehi, totalled 4.13 inches. Rain fell on 12 days during the month, the heaviest fall being on the 5th, when 1.16 inches were recorded. The only other day when the fall was heavy was the 13th, when the total was .74 of an inch. The fall during the same month in the three previous years was 6.07, 6.39, and 5.23 inches.	[133, 1858, 247, 1992]
section-heading: For Sale.	[292, 1492, 331, 1503]
classified-ad: EVERYTHING for the garden. Bulbs, seedlings all the year. Vegetable plants in season. Ring 247, Thames. L. L. Reader.	[820, 1419, 933, 1465]
classified-ad: "THE DOROTHY" advises they are prepared to do all classes of dressmaking, stencilling, pen painting, and art needle work. Ladies are invited to inspect our new consignment of dainty dress goods and sick-packs.—Mrs Rosenfeldt, Belmont Road, Paeroa.	[820, 988, 933, 1086]
paragraph: "As Edenbig's contract will be completed in a few days I should like to know what arrangements to make regarding future supplies. If it is decided to carry on by day labour the question of housing the men must be considered at once. Certain expenditure will be necessary, but it could be recovered in the form of rent.	[133, 567, 247, 680]
speights-ad	[498, 384, 617, 607]
ad-text: N. BURKE, Buyer.	[988, 526, 1055, 537]
ad-headline: SPEIGHT'S	[515, 402, 601, 420]
fish-ad	[941, 650, 1102, 807]
notice-subheading: BERT CARTER — Proprietor, phone 65.	[638, 1172, 800, 1183]
